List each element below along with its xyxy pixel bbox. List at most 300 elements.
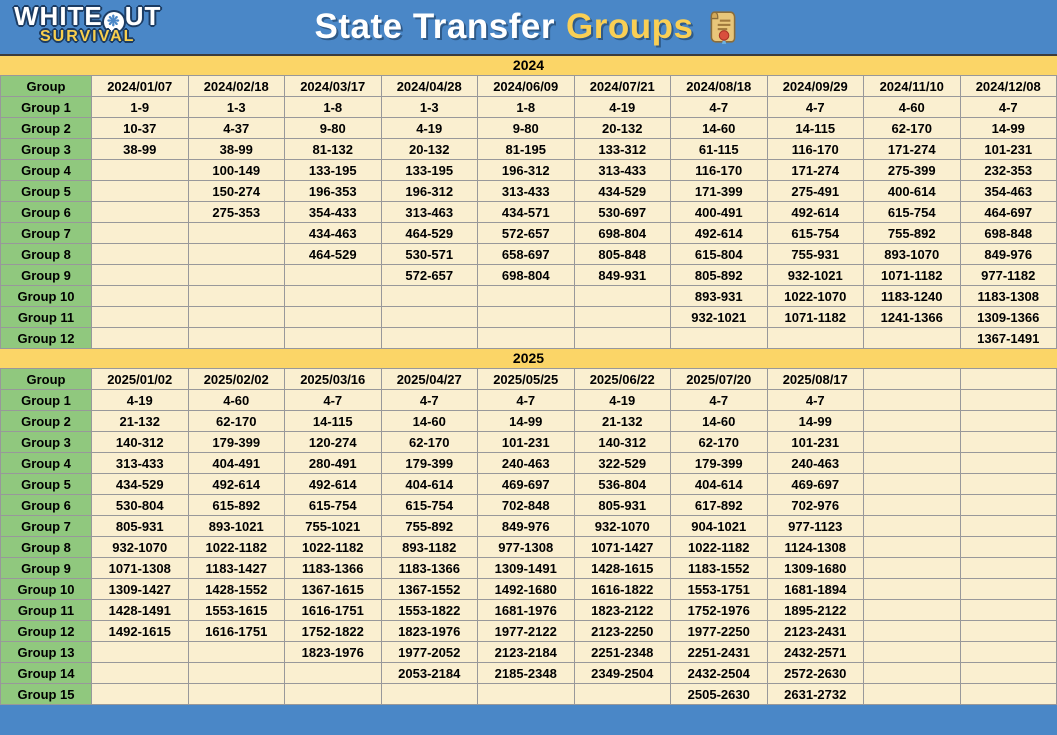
range-cell: 196-312 (381, 181, 478, 202)
range-cell: 805-931 (574, 495, 671, 516)
group-label: Group 4 (1, 160, 92, 181)
range-cell (92, 244, 189, 265)
range-cell: 658-697 (478, 244, 575, 265)
range-cell: 469-697 (767, 474, 864, 495)
range-cell (188, 307, 285, 328)
range-cell (92, 181, 189, 202)
range-cell (671, 328, 768, 349)
range-cell: 755-931 (767, 244, 864, 265)
group-label: Group 3 (1, 139, 92, 160)
range-cell: 21-132 (92, 411, 189, 432)
range-cell (188, 286, 285, 307)
range-cell (381, 684, 478, 705)
range-cell: 698-804 (574, 223, 671, 244)
group-label: Group 11 (1, 307, 92, 328)
table-row (1, 600, 1057, 621)
header-row-2024 (1, 76, 1057, 97)
range-cell: 404-614 (381, 474, 478, 495)
table-row (1, 621, 1057, 642)
range-cell: 9-80 (285, 118, 382, 139)
range-cell: 617-892 (671, 495, 768, 516)
transfer-tables (0, 56, 1057, 705)
table-row (1, 160, 1057, 181)
range-cell: 62-170 (864, 118, 961, 139)
range-cell: 932-1021 (767, 265, 864, 286)
range-cell: 4-7 (671, 390, 768, 411)
range-cell: 1183-1366 (285, 558, 382, 579)
range-cell: 615-754 (381, 495, 478, 516)
table-row (1, 558, 1057, 579)
range-cell (864, 516, 961, 537)
date-column-header: 2024/02/18 (188, 76, 285, 97)
table-row (1, 223, 1057, 244)
year-band-2024: 2024 (0, 56, 1057, 75)
range-cell: 2053-2184 (381, 663, 478, 684)
range-cell: 1-3 (381, 97, 478, 118)
range-cell (285, 663, 382, 684)
range-cell (960, 558, 1057, 579)
range-cell: 492-614 (188, 474, 285, 495)
table-row (1, 663, 1057, 684)
range-cell: 1-8 (478, 97, 575, 118)
range-cell: 171-274 (864, 139, 961, 160)
range-cell: 1183-1240 (864, 286, 961, 307)
date-column-header: 2025/07/20 (671, 369, 768, 390)
range-cell: 120-274 (285, 432, 382, 453)
range-cell: 977-1308 (478, 537, 575, 558)
range-cell: 2185-2348 (478, 663, 575, 684)
range-cell (478, 286, 575, 307)
range-cell: 1752-1976 (671, 600, 768, 621)
range-cell: 179-399 (381, 453, 478, 474)
range-cell (92, 160, 189, 181)
table-row (1, 390, 1057, 411)
range-cell: 698-804 (478, 265, 575, 286)
range-cell (92, 202, 189, 223)
group-label: Group 1 (1, 390, 92, 411)
range-cell: 1071-1427 (574, 537, 671, 558)
range-cell: 1183-1308 (960, 286, 1057, 307)
scroll-icon (704, 8, 742, 46)
range-cell: 20-132 (381, 139, 478, 160)
range-cell (960, 390, 1057, 411)
range-cell (92, 328, 189, 349)
table-row (1, 139, 1057, 160)
table-row (1, 118, 1057, 139)
range-cell: 1124-1308 (767, 537, 864, 558)
range-cell: 2123-2184 (478, 642, 575, 663)
range-cell (285, 286, 382, 307)
range-cell: 4-7 (767, 390, 864, 411)
range-cell: 14-99 (960, 118, 1057, 139)
range-cell (864, 600, 961, 621)
group-label: Group 8 (1, 537, 92, 558)
range-cell: 2432-2571 (767, 642, 864, 663)
group-label: Group 3 (1, 432, 92, 453)
group-label: Group 9 (1, 265, 92, 286)
range-cell: 1071-1182 (767, 307, 864, 328)
range-cell: 101-231 (478, 432, 575, 453)
range-cell: 615-754 (864, 202, 961, 223)
table-row (1, 286, 1057, 307)
range-cell (960, 411, 1057, 432)
range-cell: 464-697 (960, 202, 1057, 223)
range-cell: 4-60 (864, 97, 961, 118)
range-cell: 101-231 (767, 432, 864, 453)
range-cell: 140-312 (92, 432, 189, 453)
range-cell: 530-697 (574, 202, 671, 223)
transfer-table-2024 (0, 75, 1057, 349)
range-cell: 1183-1552 (671, 558, 768, 579)
range-cell: 1553-1822 (381, 600, 478, 621)
range-cell: 1428-1552 (188, 579, 285, 600)
range-cell: 977-1123 (767, 516, 864, 537)
date-column-header: 2025/05/25 (478, 369, 575, 390)
range-cell (864, 558, 961, 579)
range-cell: 469-697 (478, 474, 575, 495)
table-row (1, 202, 1057, 223)
range-cell: 14-99 (767, 411, 864, 432)
range-cell (574, 328, 671, 349)
range-cell: 572-657 (478, 223, 575, 244)
range-cell: 530-571 (381, 244, 478, 265)
group-label: Group 1 (1, 97, 92, 118)
range-cell: 4-19 (92, 390, 189, 411)
range-cell (188, 663, 285, 684)
range-cell (574, 286, 671, 307)
range-cell: 4-60 (188, 390, 285, 411)
date-column-header: 2025/04/27 (381, 369, 478, 390)
range-cell: 62-170 (188, 411, 285, 432)
range-cell: 434-529 (92, 474, 189, 495)
range-cell (960, 432, 1057, 453)
range-cell: 179-399 (671, 453, 768, 474)
range-cell (285, 307, 382, 328)
range-cell: 1022-1182 (671, 537, 768, 558)
range-cell: 4-7 (671, 97, 768, 118)
range-cell (188, 328, 285, 349)
range-cell: 755-892 (864, 223, 961, 244)
date-column-header: 2024/01/07 (92, 76, 189, 97)
range-cell: 893-1070 (864, 244, 961, 265)
range-cell: 1309-1491 (478, 558, 575, 579)
range-cell: 1183-1366 (381, 558, 478, 579)
range-cell: 434-463 (285, 223, 382, 244)
range-cell (960, 621, 1057, 642)
group-label: Group 13 (1, 642, 92, 663)
range-cell (864, 684, 961, 705)
range-cell: 1367-1552 (381, 579, 478, 600)
range-cell: 1309-1680 (767, 558, 864, 579)
range-cell (92, 223, 189, 244)
range-cell (188, 684, 285, 705)
group-label: Group 7 (1, 516, 92, 537)
range-cell: 1823-2122 (574, 600, 671, 621)
range-cell: 1616-1822 (574, 579, 671, 600)
range-cell: 1752-1822 (285, 621, 382, 642)
range-cell (864, 328, 961, 349)
range-cell (960, 663, 1057, 684)
range-cell: 322-529 (574, 453, 671, 474)
range-cell (188, 244, 285, 265)
range-cell (864, 474, 961, 495)
table-row (1, 328, 1057, 349)
table-row (1, 411, 1057, 432)
range-cell: 2505-2630 (671, 684, 768, 705)
range-cell: 1553-1751 (671, 579, 768, 600)
range-cell: 313-433 (92, 453, 189, 474)
group-label: Group 9 (1, 558, 92, 579)
range-cell: 434-529 (574, 181, 671, 202)
range-cell (960, 474, 1057, 495)
range-cell (864, 663, 961, 684)
range-cell: 404-614 (671, 474, 768, 495)
date-column-header: 2024/04/28 (381, 76, 478, 97)
date-column-header: 2025/08/17 (767, 369, 864, 390)
range-cell: 932-1070 (574, 516, 671, 537)
table-row (1, 474, 1057, 495)
range-cell: 1-8 (285, 97, 382, 118)
range-cell: 313-433 (478, 181, 575, 202)
range-cell: 275-491 (767, 181, 864, 202)
range-cell (92, 286, 189, 307)
range-cell: 1823-1976 (285, 642, 382, 663)
table-row (1, 516, 1057, 537)
range-cell: 615-892 (188, 495, 285, 516)
range-cell: 21-132 (574, 411, 671, 432)
range-cell: 62-170 (671, 432, 768, 453)
range-cell: 4-19 (574, 97, 671, 118)
range-cell: 4-7 (960, 97, 1057, 118)
range-cell: 62-170 (381, 432, 478, 453)
range-cell: 100-149 (188, 160, 285, 181)
group-label: Group 12 (1, 328, 92, 349)
group-column-header: Group (1, 76, 92, 97)
range-cell: 81-195 (478, 139, 575, 160)
range-cell: 400-614 (864, 181, 961, 202)
range-cell: 232-353 (960, 160, 1057, 181)
group-column-header: Group (1, 369, 92, 390)
range-cell: 1895-2122 (767, 600, 864, 621)
range-cell: 14-99 (478, 411, 575, 432)
range-cell: 1977-2122 (478, 621, 575, 642)
range-cell (864, 642, 961, 663)
app-header (0, 0, 1057, 56)
range-cell (285, 265, 382, 286)
range-cell: 977-1182 (960, 265, 1057, 286)
range-cell: 805-848 (574, 244, 671, 265)
date-column-header: 2024/12/08 (960, 76, 1057, 97)
range-cell: 196-353 (285, 181, 382, 202)
range-cell: 1022-1182 (285, 537, 382, 558)
range-cell (92, 663, 189, 684)
range-cell: 2349-2504 (574, 663, 671, 684)
range-cell: 2123-2431 (767, 621, 864, 642)
date-column-header: 2024/03/17 (285, 76, 382, 97)
range-cell: 492-614 (671, 223, 768, 244)
range-cell: 133-195 (285, 160, 382, 181)
range-cell: 313-433 (574, 160, 671, 181)
range-cell (92, 642, 189, 663)
range-cell (960, 684, 1057, 705)
group-label: Group 11 (1, 600, 92, 621)
range-cell: 4-37 (188, 118, 285, 139)
range-cell: 1022-1182 (188, 537, 285, 558)
group-label: Group 15 (1, 684, 92, 705)
range-cell: 4-7 (285, 390, 382, 411)
range-cell: 893-931 (671, 286, 768, 307)
range-cell: 572-657 (381, 265, 478, 286)
range-cell: 116-170 (671, 160, 768, 181)
range-cell: 4-19 (381, 118, 478, 139)
range-cell: 196-312 (478, 160, 575, 181)
range-cell: 904-1021 (671, 516, 768, 537)
range-cell: 492-614 (767, 202, 864, 223)
date-column-header: 2024/06/09 (478, 76, 575, 97)
range-cell: 280-491 (285, 453, 382, 474)
range-cell (381, 328, 478, 349)
range-cell: 275-353 (188, 202, 285, 223)
range-cell: 1492-1680 (478, 579, 575, 600)
range-cell: 140-312 (574, 432, 671, 453)
range-cell: 4-7 (478, 390, 575, 411)
range-cell (767, 328, 864, 349)
range-cell: 434-571 (478, 202, 575, 223)
group-label: Group 6 (1, 202, 92, 223)
range-cell (478, 328, 575, 349)
range-cell: 1428-1491 (92, 600, 189, 621)
range-cell: 404-491 (188, 453, 285, 474)
table-row (1, 642, 1057, 663)
range-cell (864, 390, 961, 411)
range-cell: 2123-2250 (574, 621, 671, 642)
table-row (1, 307, 1057, 328)
range-cell: 1492-1615 (92, 621, 189, 642)
range-cell: 536-804 (574, 474, 671, 495)
range-cell (960, 453, 1057, 474)
date-column-header: 2025/06/22 (574, 369, 671, 390)
year-band-2025: 2025 (0, 349, 1057, 368)
range-cell: 1071-1182 (864, 265, 961, 286)
range-cell (960, 579, 1057, 600)
group-label: Group 10 (1, 579, 92, 600)
range-cell: 4-7 (767, 97, 864, 118)
range-cell: 1823-1976 (381, 621, 478, 642)
range-cell: 1-3 (188, 97, 285, 118)
range-cell (478, 684, 575, 705)
range-cell: 1977-2250 (671, 621, 768, 642)
logo-line-whiteout: WHITE ❋ UT (14, 1, 162, 31)
range-cell (381, 307, 478, 328)
range-cell: 171-274 (767, 160, 864, 181)
range-cell: 464-529 (285, 244, 382, 265)
range-cell: 893-1182 (381, 537, 478, 558)
table-row (1, 453, 1057, 474)
range-cell (92, 265, 189, 286)
range-cell (574, 684, 671, 705)
range-cell: 530-804 (92, 495, 189, 516)
range-cell (864, 579, 961, 600)
range-cell (864, 411, 961, 432)
group-label: Group 6 (1, 495, 92, 516)
range-cell: 133-195 (381, 160, 478, 181)
range-cell: 1553-1615 (188, 600, 285, 621)
group-label: Group 10 (1, 286, 92, 307)
range-cell: 702-976 (767, 495, 864, 516)
range-cell: 171-399 (671, 181, 768, 202)
group-label: Group 7 (1, 223, 92, 244)
range-cell: 615-754 (767, 223, 864, 244)
transfer-table-2025 (0, 368, 1057, 705)
group-label: Group 2 (1, 411, 92, 432)
range-cell: 1367-1615 (285, 579, 382, 600)
range-cell: 1616-1751 (285, 600, 382, 621)
range-cell: 932-1070 (92, 537, 189, 558)
range-cell: 1367-1491 (960, 328, 1057, 349)
group-label: Group 4 (1, 453, 92, 474)
range-cell: 492-614 (285, 474, 382, 495)
title-state-transfer: State Transfer (314, 7, 555, 46)
range-cell: 240-463 (767, 453, 864, 474)
range-cell: 805-931 (92, 516, 189, 537)
range-cell: 849-931 (574, 265, 671, 286)
range-cell: 14-60 (671, 118, 768, 139)
table-row (1, 265, 1057, 286)
range-cell: 1183-1427 (188, 558, 285, 579)
table-row (1, 579, 1057, 600)
range-cell: 1241-1366 (864, 307, 961, 328)
range-cell: 615-804 (671, 244, 768, 265)
range-cell: 1977-2052 (381, 642, 478, 663)
range-cell: 2251-2431 (671, 642, 768, 663)
range-cell: 20-132 (574, 118, 671, 139)
range-cell: 2572-2630 (767, 663, 864, 684)
range-cell (188, 265, 285, 286)
table-row (1, 495, 1057, 516)
date-column-header: 2025/01/02 (92, 369, 189, 390)
range-cell (574, 307, 671, 328)
range-cell (864, 432, 961, 453)
range-cell: 805-892 (671, 265, 768, 286)
range-cell: 893-1021 (188, 516, 285, 537)
range-cell: 464-529 (381, 223, 478, 244)
range-cell: 101-231 (960, 139, 1057, 160)
range-cell: 354-433 (285, 202, 382, 223)
range-cell (864, 621, 961, 642)
range-cell (864, 495, 961, 516)
range-cell (960, 600, 1057, 621)
range-cell: 14-115 (767, 118, 864, 139)
range-cell (864, 453, 961, 474)
snowflake-icon: ❋ (104, 12, 124, 32)
group-label: Group 14 (1, 663, 92, 684)
range-cell: 755-892 (381, 516, 478, 537)
range-cell: 9-80 (478, 118, 575, 139)
range-cell: 354-463 (960, 181, 1057, 202)
empty-column-header (960, 369, 1057, 390)
group-label: Group 5 (1, 181, 92, 202)
table-row (1, 684, 1057, 705)
range-cell (92, 307, 189, 328)
range-cell (381, 286, 478, 307)
range-cell: 698-848 (960, 223, 1057, 244)
group-label: Group 5 (1, 474, 92, 495)
range-cell: 755-1021 (285, 516, 382, 537)
range-cell: 1022-1070 (767, 286, 864, 307)
date-column-header: 2025/03/16 (285, 369, 382, 390)
group-label: Group 8 (1, 244, 92, 265)
range-cell: 133-312 (574, 139, 671, 160)
